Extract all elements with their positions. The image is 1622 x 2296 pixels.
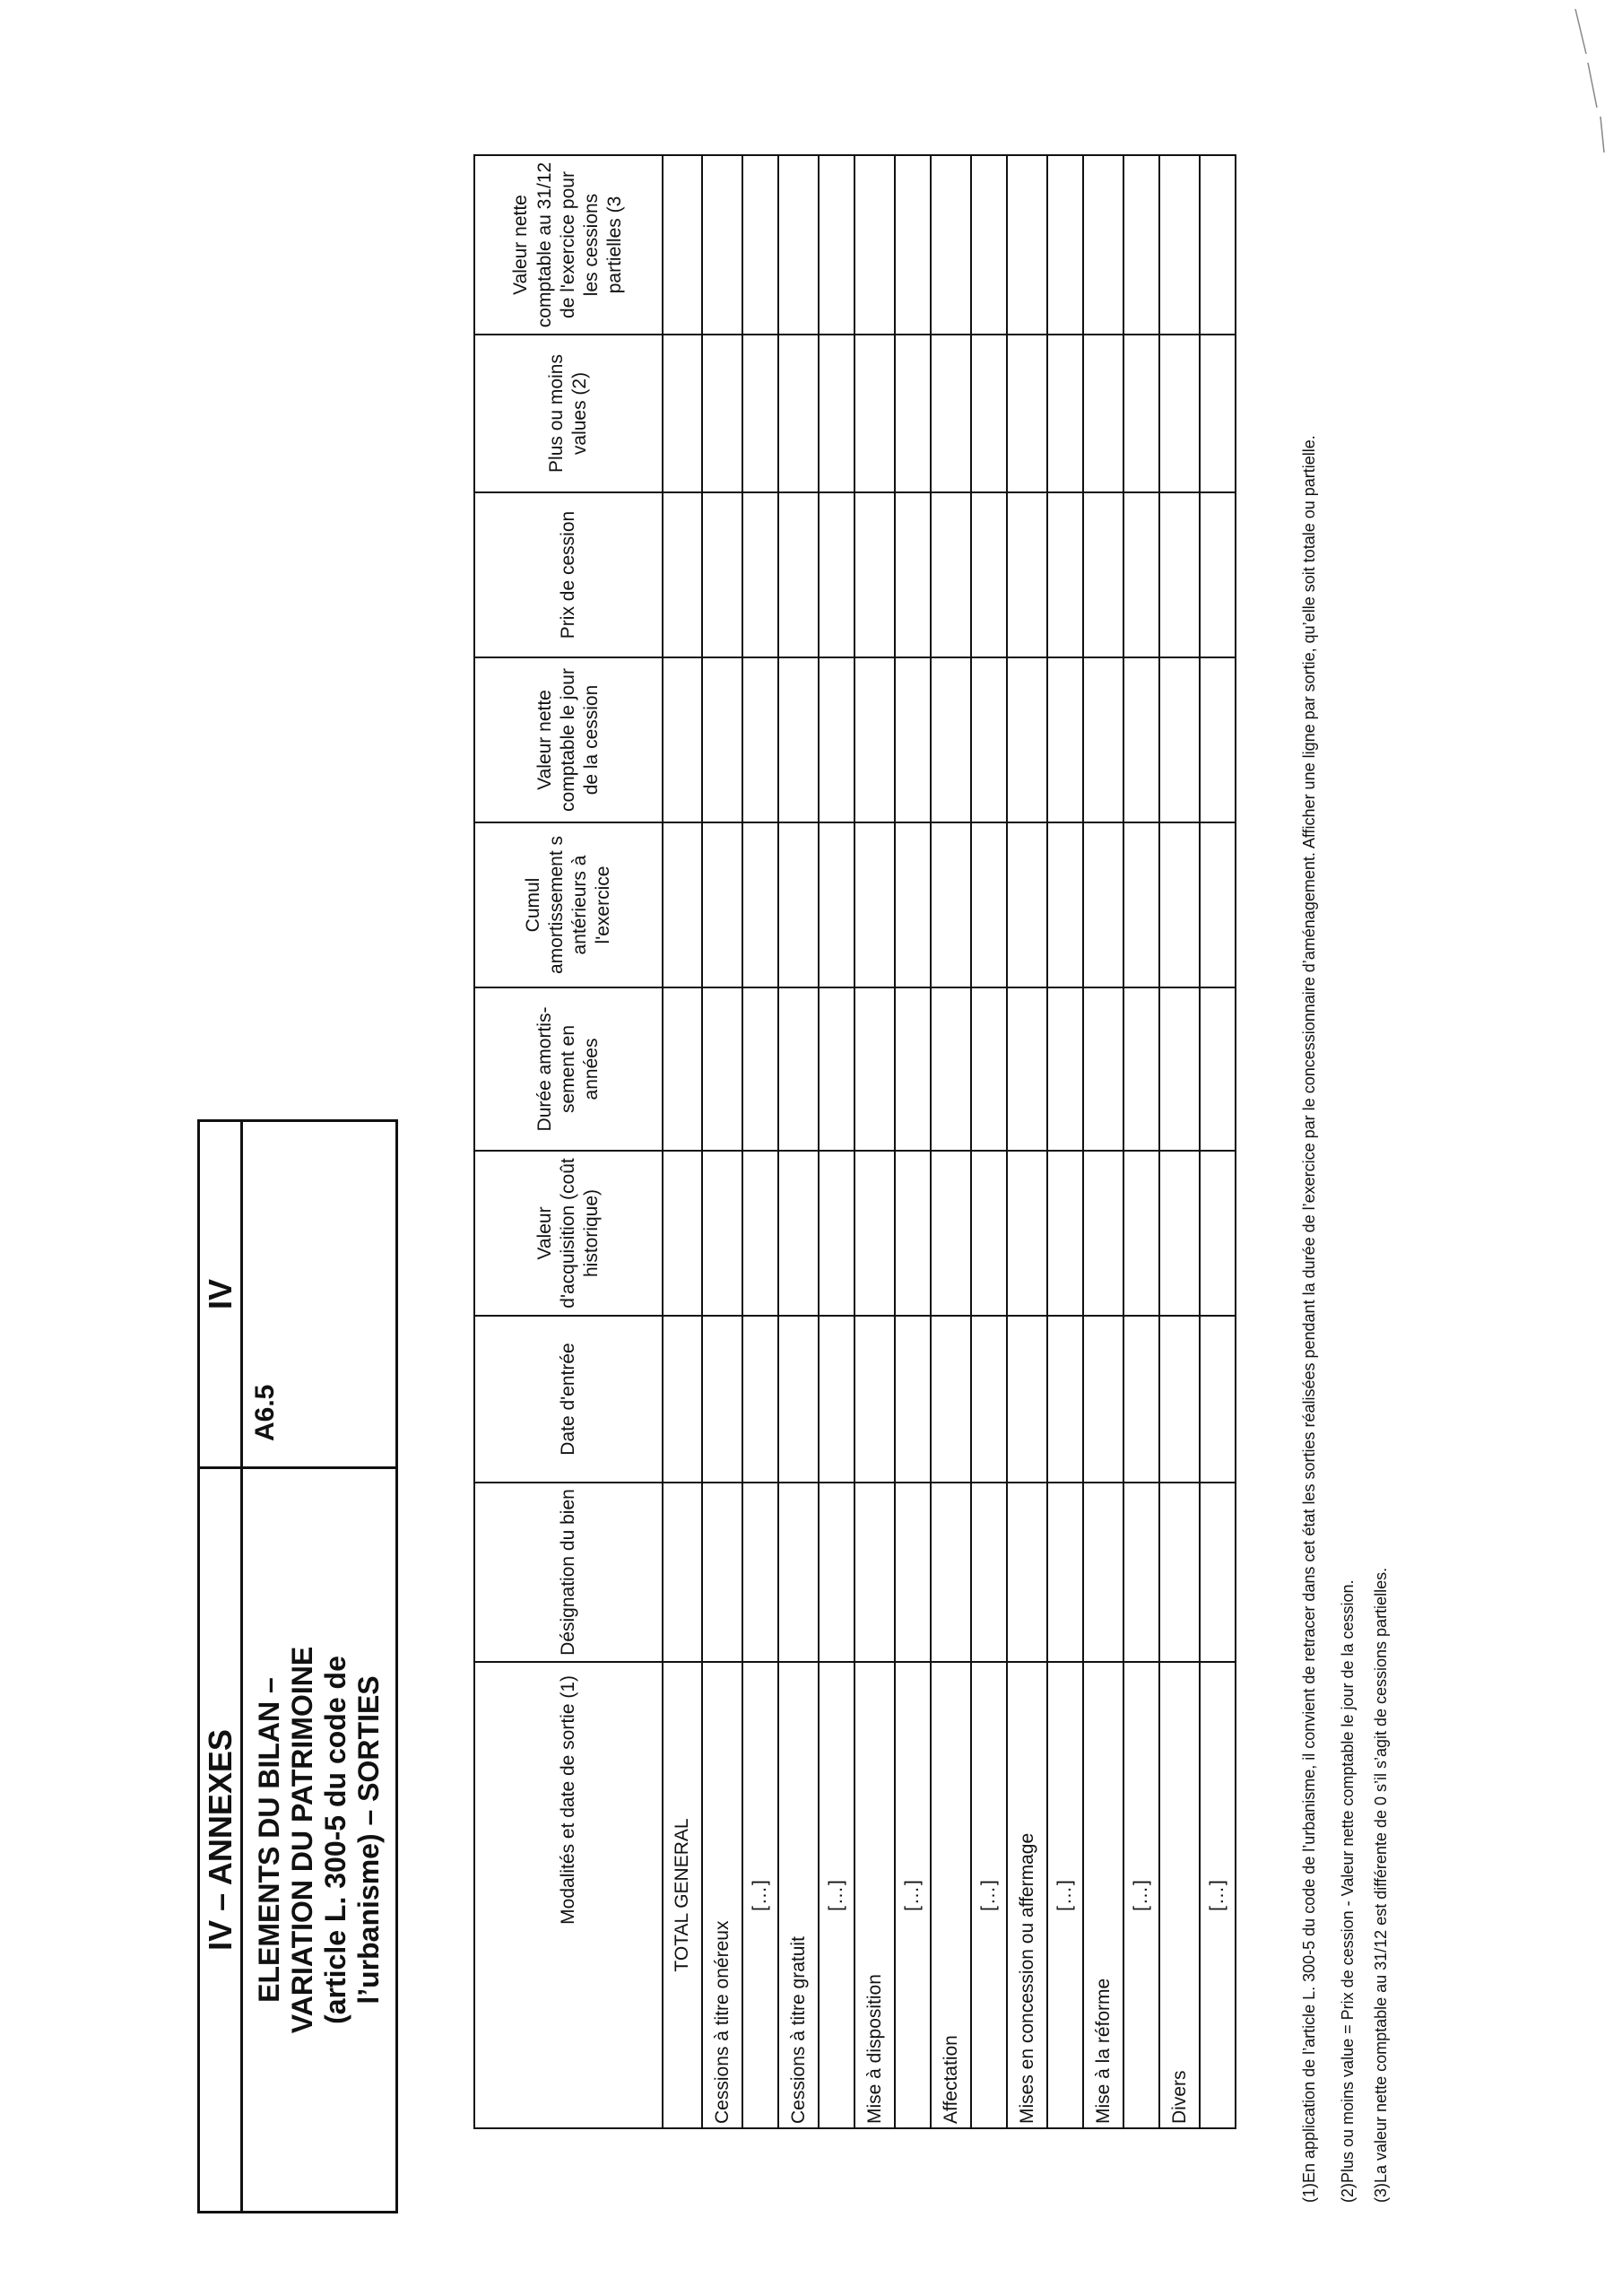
entry-row <box>1047 155 1083 2128</box>
table-cell[interactable] <box>1047 335 1083 492</box>
column-header: Prix de cession <box>474 492 663 657</box>
table-cell[interactable] <box>1159 1151 1200 1316</box>
table-cell[interactable] <box>1159 335 1200 492</box>
table-cell[interactable] <box>702 1316 742 1483</box>
table-cell[interactable] <box>778 987 819 1151</box>
table-cell[interactable] <box>1200 155 1236 335</box>
footnotes <box>1300 50 1405 2203</box>
table-cell[interactable] <box>1007 1483 1047 1662</box>
table-cell[interactable] <box>895 1151 931 1316</box>
table-cell[interactable] <box>1159 987 1200 1151</box>
table-cell[interactable] <box>1123 155 1159 335</box>
table-cell[interactable] <box>854 822 895 987</box>
table-cell[interactable] <box>819 492 854 657</box>
annex-title: IV – ANNEXES <box>200 1466 243 2211</box>
table-cell[interactable] <box>1047 155 1083 335</box>
category-row <box>702 155 742 2128</box>
footnote: (2)Plus ou moins value = Prix de cession - Valeur nette comptable le jour de la cession. <box>1339 1579 1357 2203</box>
table-cell[interactable] <box>971 492 1007 657</box>
table-cell[interactable] <box>1083 657 1123 822</box>
placeholder-label: […] <box>971 1662 1007 2128</box>
table-cell[interactable] <box>1123 657 1159 822</box>
table-cell[interactable] <box>971 822 1007 987</box>
table-cell[interactable] <box>1083 1316 1123 1483</box>
table-cell[interactable] <box>702 657 742 822</box>
table-cell[interactable] <box>931 822 971 987</box>
table-cell[interactable] <box>742 822 778 987</box>
entry-row <box>742 155 778 2128</box>
table-cell[interactable] <box>1083 987 1123 1151</box>
table-cell[interactable] <box>1200 987 1236 1151</box>
column-header: Plus ou moins values (2) <box>474 335 663 492</box>
table-cell[interactable] <box>702 1151 742 1316</box>
table-cell[interactable] <box>1159 822 1200 987</box>
table-cell[interactable] <box>1047 822 1083 987</box>
table-cell[interactable] <box>854 1483 895 1662</box>
entry-row <box>895 155 931 2128</box>
table-cell[interactable] <box>778 155 819 335</box>
table-cell[interactable] <box>1200 822 1236 987</box>
header-box <box>197 1119 398 2213</box>
column-header: Modalités et date de sortie (1) <box>474 1662 663 2128</box>
table-cell[interactable] <box>778 1483 819 1662</box>
table-cell[interactable] <box>971 987 1007 1151</box>
table-cell[interactable] <box>971 657 1007 822</box>
table-cell[interactable] <box>1159 657 1200 822</box>
table-cell[interactable] <box>895 1316 931 1483</box>
placeholder-label: […] <box>895 1662 931 2128</box>
placeholder-label: […] <box>1123 1662 1159 2128</box>
category-row <box>1083 155 1123 2128</box>
section-number: IV <box>200 1122 243 1466</box>
annex-code: A6.5 <box>250 1384 280 1441</box>
subtitle-line: l’urbanisme) – SORTIES <box>352 1675 386 2005</box>
table-cell[interactable] <box>1047 492 1083 657</box>
category-label: Mises en concession ou affermage <box>1007 1662 1047 2128</box>
table-cell[interactable] <box>702 335 742 492</box>
table-cell[interactable] <box>895 657 931 822</box>
table-cell[interactable] <box>895 1483 931 1662</box>
category-row <box>1159 155 1200 2128</box>
table-cell[interactable] <box>1083 492 1123 657</box>
table-cell[interactable] <box>1083 335 1123 492</box>
table-cell[interactable] <box>1200 335 1236 492</box>
table-cell[interactable] <box>819 1151 854 1316</box>
category-label: Affectation <box>931 1662 971 2128</box>
table-cell[interactable] <box>1047 987 1083 1151</box>
table-cell[interactable] <box>1083 822 1123 987</box>
table-cell[interactable] <box>931 1151 971 1316</box>
table-cell[interactable] <box>895 335 931 492</box>
table-cell[interactable] <box>702 987 742 1151</box>
subtitle-line: VARIATION DU PATRIMOINE <box>285 1646 318 2034</box>
table-cell[interactable] <box>702 155 742 335</box>
table-cell[interactable] <box>742 1483 778 1662</box>
annex-subtitle <box>243 1466 395 2211</box>
table-cell[interactable] <box>1007 657 1047 822</box>
category-row <box>1007 155 1047 2128</box>
table-cell[interactable] <box>742 155 778 335</box>
entry-row <box>971 155 1007 2128</box>
entry-row <box>1200 155 1236 2128</box>
table-cell[interactable] <box>742 657 778 822</box>
column-header: Date d'entrée <box>474 1316 663 1483</box>
category-label: Mise à disposition <box>854 1662 895 2128</box>
table-cell[interactable] <box>778 492 819 657</box>
table-cell[interactable] <box>931 987 971 1151</box>
subtitle-line: ELEMENTS DU BILAN – <box>252 1677 285 2003</box>
table-cell[interactable] <box>702 1483 742 1662</box>
scan-artifact <box>1568 0 1622 179</box>
table-cell[interactable] <box>819 1316 854 1483</box>
footnote: (1)En application de l’article L. 300-5 du code de l’urbanisme, il convient de retracer dans cet état les sorties réalisées pendant la durée de l’exercice par le concessionnaire d’aménagement. Afficher une ligne par sortie, qu’elle soit totale ou partielle. <box>1300 435 1318 2203</box>
column-header: Cumul amortissement s antérieurs à l'exercice <box>474 822 663 987</box>
total-label: TOTAL GENERAL <box>663 1662 702 2128</box>
table-cell[interactable] <box>1123 492 1159 657</box>
table-cell[interactable] <box>663 1483 702 1662</box>
table-cell[interactable] <box>663 155 702 335</box>
placeholder-label: […] <box>1047 1662 1083 2128</box>
column-header: Valeur nette comptable le jour de la cession <box>474 657 663 822</box>
table-cell[interactable] <box>1007 1316 1047 1483</box>
table-cell[interactable] <box>1083 1483 1123 1662</box>
table-cell[interactable] <box>819 1483 854 1662</box>
table-cell[interactable] <box>663 335 702 492</box>
table-cell[interactable] <box>742 1316 778 1483</box>
category-row <box>778 155 819 2128</box>
sorties-table-wrapper <box>473 156 1236 2129</box>
table-cell[interactable] <box>1007 492 1047 657</box>
table-cell[interactable] <box>854 1316 895 1483</box>
footnote: (3)La valeur nette comptable au 31/12 est différente de 0 s’il s’agit de cessions partielles. <box>1372 1567 1390 2203</box>
table-cell[interactable] <box>1047 1151 1083 1316</box>
table-cell[interactable] <box>663 822 702 987</box>
table-cell[interactable] <box>1047 1316 1083 1483</box>
table-cell[interactable] <box>854 492 895 657</box>
column-header: Valeur nette comptable au 31/12 de l'exercice pour les cessions partielles (3 <box>474 155 663 335</box>
table-cell[interactable] <box>1083 155 1123 335</box>
table-cell[interactable] <box>1200 1483 1236 1662</box>
table-cell[interactable] <box>742 335 778 492</box>
table-cell[interactable] <box>1007 822 1047 987</box>
table-cell[interactable] <box>1200 657 1236 822</box>
table-cell[interactable] <box>663 657 702 822</box>
column-header: Valeur d'acquisition (coût historique) <box>474 1151 663 1316</box>
table-cell[interactable] <box>663 492 702 657</box>
table-cell[interactable] <box>854 987 895 1151</box>
table-cell[interactable] <box>854 1151 895 1316</box>
table-cell[interactable] <box>778 335 819 492</box>
total-row <box>663 155 702 2128</box>
table-cell[interactable] <box>1123 1316 1159 1483</box>
table-cell[interactable] <box>1123 1483 1159 1662</box>
table-cell[interactable] <box>971 1316 1007 1483</box>
table-cell[interactable] <box>1200 492 1236 657</box>
category-label: Divers <box>1159 1662 1200 2128</box>
table-cell[interactable] <box>895 492 931 657</box>
table-cell[interactable] <box>931 492 971 657</box>
table-cell[interactable] <box>819 155 854 335</box>
table-cell[interactable] <box>663 987 702 1151</box>
table-cell[interactable] <box>1123 1151 1159 1316</box>
table-cell[interactable] <box>778 657 819 822</box>
table-cell[interactable] <box>931 1316 971 1483</box>
table-cell[interactable] <box>931 1483 971 1662</box>
table-cell[interactable] <box>663 1316 702 1483</box>
table-cell[interactable] <box>854 335 895 492</box>
table-cell[interactable] <box>854 155 895 335</box>
placeholder-label: […] <box>742 1662 778 2128</box>
table-cell[interactable] <box>1007 987 1047 1151</box>
category-row <box>931 155 971 2128</box>
table-cell[interactable] <box>1047 1483 1083 1662</box>
table-cell[interactable] <box>1123 335 1159 492</box>
category-row <box>854 155 895 2128</box>
table-cell[interactable] <box>895 822 931 987</box>
table-cell[interactable] <box>742 987 778 1151</box>
table-cell[interactable] <box>778 822 819 987</box>
table-cell[interactable] <box>931 155 971 335</box>
table-cell[interactable] <box>1159 155 1200 335</box>
table-header-row <box>474 155 663 2128</box>
table-cell[interactable] <box>895 155 931 335</box>
placeholder-label: […] <box>819 1662 854 2128</box>
table-cell[interactable] <box>819 822 854 987</box>
table-cell[interactable] <box>971 335 1007 492</box>
column-header: Désignation du bien <box>474 1483 663 1662</box>
table-cell[interactable] <box>819 657 854 822</box>
table-cell[interactable] <box>1123 987 1159 1151</box>
entry-row <box>1123 155 1159 2128</box>
table-cell[interactable] <box>778 1151 819 1316</box>
table-cell[interactable] <box>702 822 742 987</box>
table-cell[interactable] <box>854 657 895 822</box>
table-cell[interactable] <box>819 335 854 492</box>
table-cell[interactable] <box>1159 492 1200 657</box>
table-cell[interactable] <box>1159 1483 1200 1662</box>
table-cell[interactable] <box>895 987 931 1151</box>
table-cell[interactable] <box>742 492 778 657</box>
table-cell[interactable] <box>1083 1151 1123 1316</box>
table-cell[interactable] <box>971 1483 1007 1662</box>
table-cell[interactable] <box>1007 1151 1047 1316</box>
placeholder-label: […] <box>1200 1662 1236 2128</box>
table-cell[interactable] <box>1123 822 1159 987</box>
table-cell[interactable] <box>819 987 854 1151</box>
category-label: Cessions à titre onéreux <box>702 1662 742 2128</box>
table-cell[interactable] <box>931 335 971 492</box>
table-cell[interactable] <box>702 492 742 657</box>
sorties-table <box>473 154 1236 2129</box>
category-label: Mise à la réforme <box>1083 1662 1123 2128</box>
column-header: Durée amortis-sement en années <box>474 987 663 1151</box>
table-cell[interactable] <box>1200 1151 1236 1316</box>
table-cell[interactable] <box>931 657 971 822</box>
table-cell[interactable] <box>971 155 1007 335</box>
table-cell[interactable] <box>1159 1316 1200 1483</box>
table-cell[interactable] <box>1200 1316 1236 1483</box>
table-cell[interactable] <box>1047 657 1083 822</box>
category-label: Cessions à titre gratuit <box>778 1662 819 2128</box>
table-cell[interactable] <box>742 1151 778 1316</box>
entry-row <box>819 155 854 2128</box>
subtitle-line: (article L. 300-5 du code de <box>319 1656 351 2024</box>
table-cell[interactable] <box>1007 155 1047 335</box>
table-cell[interactable] <box>663 1151 702 1316</box>
table-cell[interactable] <box>971 1151 1007 1316</box>
table-cell[interactable] <box>1007 335 1047 492</box>
table-cell[interactable] <box>778 1316 819 1483</box>
